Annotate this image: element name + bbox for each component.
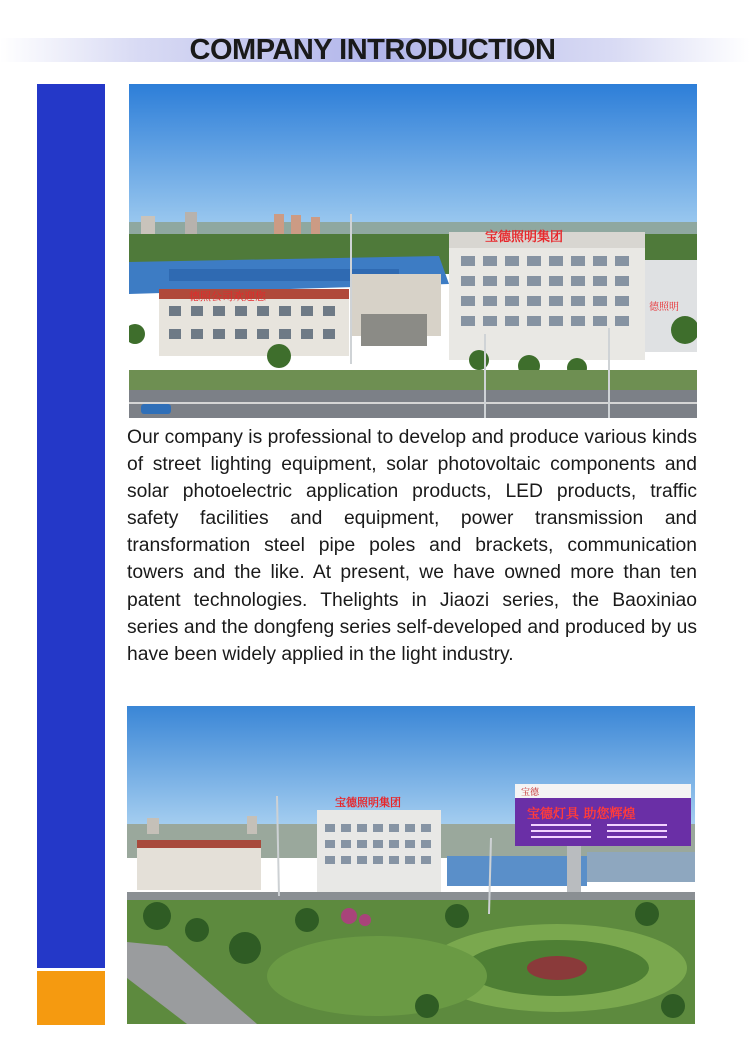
- gate-sign-text: 德照公司欢迎您: [189, 290, 266, 303]
- factory-aerial-photo: [129, 84, 697, 418]
- decor-blue-bar: [37, 84, 105, 968]
- campus-aerial-photo: [127, 706, 695, 1024]
- side-sign-text: 德照明: [649, 302, 679, 313]
- rooftop-sign-text-2: 宝德照明集团: [335, 796, 401, 809]
- rooftop-sign-text: 宝德照明集团: [485, 230, 564, 245]
- company-intro-paragraph: Our company is professional to develop and produce various kinds of street lighting equipment, solar photovoltaic components and solar photoelectric application products, LED products, traffic safety facilities and equipment, power transmission and transformation steel pipe poles and brackets, communication towers and the like. At present, we have owned more than ten patent technologies. Thelights in Jiaozi series, the Baoxiniao series and the dongfeng series self-developed and produced by us have been widely applied in the light industry.: [127, 427, 697, 665]
- page-title: COMPANY INTRODUCTION: [189, 34, 556, 66]
- billboard-brand-text: 宝德: [521, 788, 540, 798]
- decor-orange-bar: [37, 971, 105, 1025]
- billboard-slogan-text: 宝德灯具 助您辉煌: [527, 807, 636, 822]
